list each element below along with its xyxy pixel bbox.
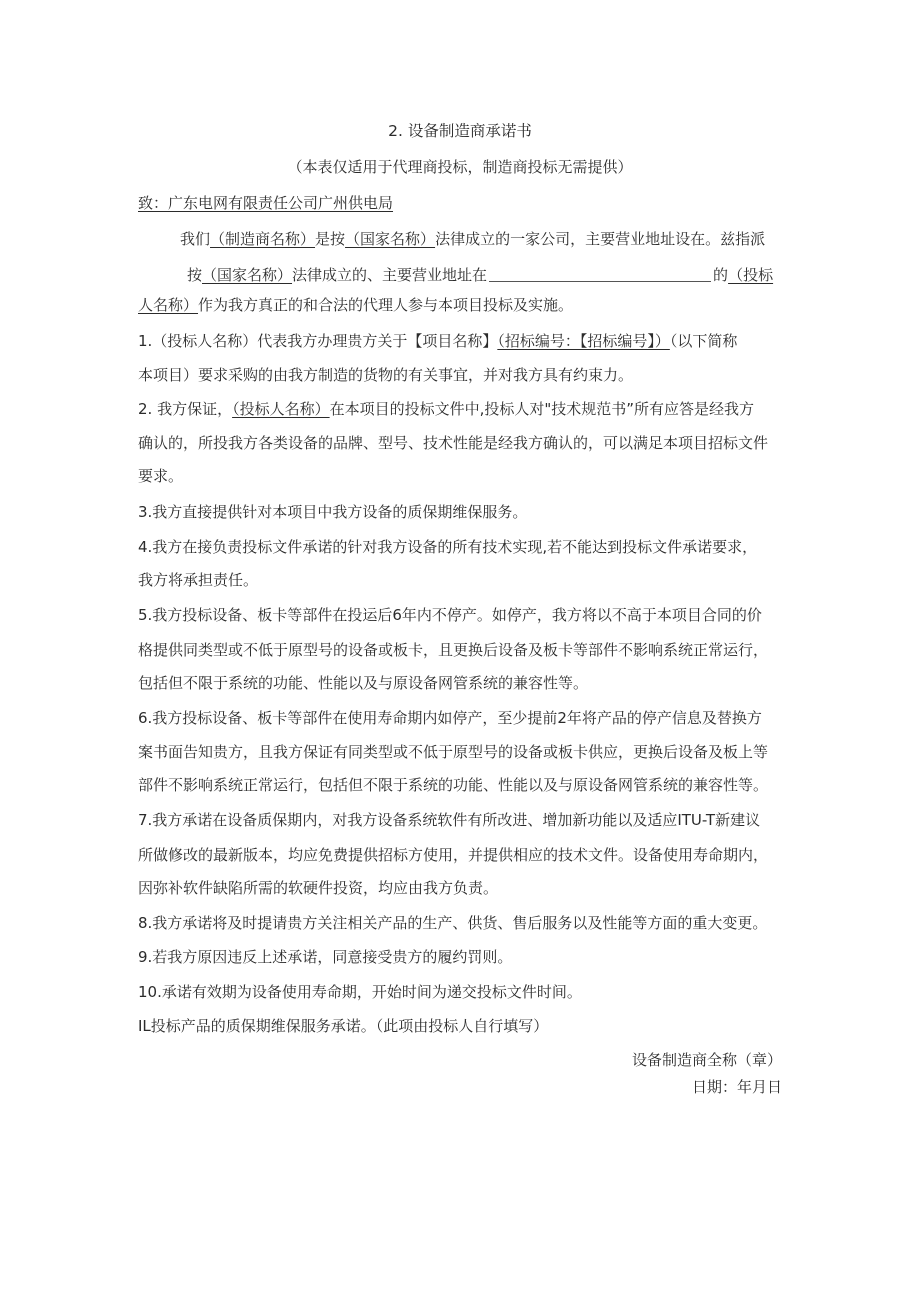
bidder-name-field-cont: 人名称） [138, 296, 199, 314]
text-segment: 在本项目的投标文件中,投标人对"技术规范书”所有应答是经我方 [329, 400, 755, 418]
address-blank [489, 265, 711, 282]
manufacturer-name-field: （制造商名称） [210, 230, 316, 248]
addressee: 致：广东电网有限责任公司广州供电局 [138, 194, 394, 212]
item-7-line-2: 所做修改的最新版本，均应免费提供招标方使用，并提供相应的技术文件。设备使用寿命期内， [138, 846, 769, 864]
intro-line-1 [180, 229, 765, 249]
tender-number-field: （招标编号：【招标编号】） [497, 332, 670, 350]
text-segment: 法律成立的一家公司，主要营业地址设在。兹指派 [435, 230, 766, 248]
signature-date: 日期：年月日 [691, 1078, 782, 1096]
item-2-line-1 [138, 399, 754, 419]
document-title: 2. 设备制造商承诺书 [388, 122, 532, 140]
text-segment: 我们 [180, 230, 211, 248]
country-name-field: （国家名称） [202, 266, 293, 284]
text-segment: 作为我方真正的和合法的代理人参与本项目投标及实施。 [198, 296, 574, 314]
item-1-line-1 [138, 331, 737, 351]
item-4-line-1: 4.我方在接负责投标文件承诺的针对我方设备的所有技术实现,若不能达到投标文件承诺要求， [138, 538, 758, 556]
item-7-line-1: 7.我方承诺在设备质保期内，对我方设备系统软件有所改进、增加新功能以及适应ITU-T新建议 [138, 811, 761, 829]
text-segment: 1.（投标人名称）代表我方办理贵方关于【项目名称】 [138, 332, 498, 350]
item-4-line-2: 我方将承担责任。 [138, 571, 259, 589]
item-10: 10.承诺有效期为设备使用寿命期，开始时间为递交投标文件时间。 [138, 983, 582, 1001]
item-6-line-3: 部件不影响系统正常运行，包括但不限于系统的功能、性能以及与原设备网管系统的兼容性等。 [138, 776, 769, 794]
signature-name: 设备制造商全称（章） [631, 1051, 782, 1069]
item-8: 8.我方承诺将及时提请贵方关注相关产品的生产、供货、售后服务以及性能等方面的重大变更。 [138, 914, 768, 932]
bidder-name-field: （投标 [728, 266, 774, 284]
text-segment: 按 [187, 266, 203, 284]
intro-line-3 [138, 295, 573, 315]
text-segment: 法律成立的、主要营业地址在 [292, 266, 488, 284]
text-segment: 的 [713, 266, 729, 284]
item-6-line-2: 案书面告知贵方，且我方保证有同类型或不低于原型号的设备或板卡供应，更换后设备及板上等 [138, 743, 769, 761]
text-segment: （以下简称 [669, 332, 738, 350]
item-2-line-3: 要求。 [138, 467, 184, 485]
item-7-line-3: 因弥补软件缺陷所需的软硬件投资，均应由我方负责。 [138, 879, 499, 897]
country-name-field: （国家名称） [345, 230, 436, 248]
item-5-line-2: 格提供同类型或不低于原型号的设备或板卡，且更换后设备及板卡等部件不影响系统正常运行， [138, 641, 769, 659]
document-note: （本表仅适用于代理商投标，制造商投标无需提供） [287, 158, 633, 176]
intro-line-2 [187, 265, 773, 285]
item-9: 9.若我方原因违反上述承诺，同意接受贵方的履约罚则。 [138, 948, 513, 966]
bidder-name-field: （投标人名称） [232, 400, 330, 418]
item-6-line-1: 6.我方投标设备、板卡等部件在使用寿命期内如停产，至少提前2年将产品的停产信息及替换方 [138, 709, 762, 727]
item-2-line-2: 确认的，所投我方各类设备的品牌、型号、技术性能是经我方确认的，可以满足本项目招标文件 [138, 434, 769, 452]
text-segment: 是按 [315, 230, 346, 248]
item-1-line-2: 本项目）要求采购的由我方制造的货物的有关事宜，并对我方具有约束力。 [138, 366, 634, 384]
item-11: IL投标产品的质保期维保服务承诺。（此项由投标人自行填写） [138, 1017, 549, 1035]
item-5-line-3: 包括但不限于系统的功能、性能以及与原设备网管系统的兼容性等。 [138, 674, 589, 692]
text-segment: 2. 我方保证， [138, 400, 233, 418]
item-5-line-1: 5.我方投标设备、板卡等部件在投运后6年内不停产。如停产，我方将以不高于本项目合同的价 [138, 606, 762, 624]
item-3: 3.我方直接提供针对本项目中我方设备的质保期维保服务。 [138, 503, 528, 521]
